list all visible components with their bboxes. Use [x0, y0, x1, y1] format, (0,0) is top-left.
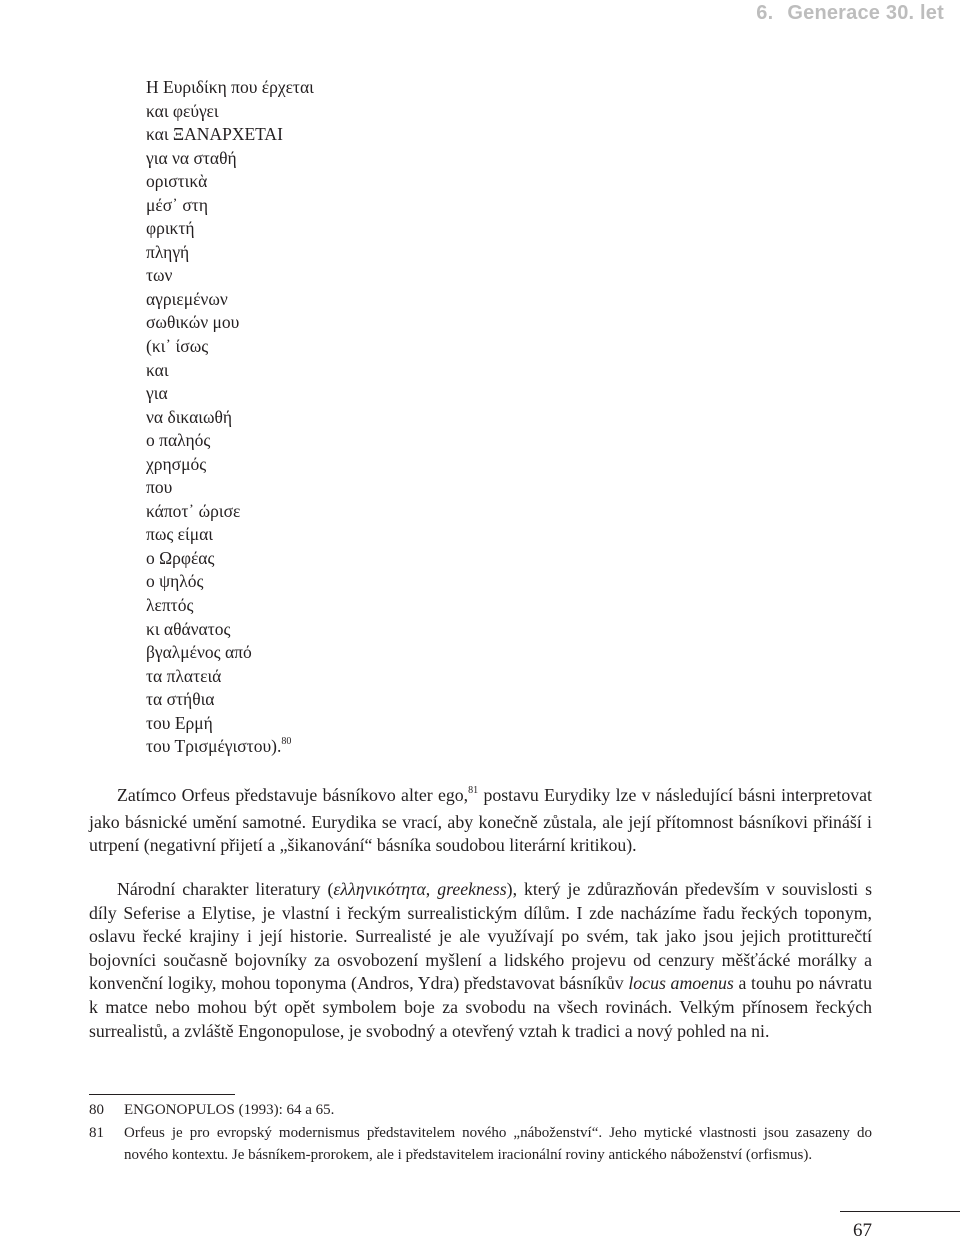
- greek-poem: [146, 76, 314, 759]
- footnote-text: Orfeus je pro evropský modernismus představitelem nového „náboženství“. Jeho mytické vlastnosti jsou zasazeny do nového kontextu. Je básníkem-prorokem, ale i představitelem iracionální roviny antického náboženství (orfismus).: [124, 1125, 872, 1163]
- chapter-title: Generace 30. let: [787, 2, 944, 24]
- paragraph-2-italic-greek: ελληνικότητα: [333, 879, 426, 899]
- poem-line: (κι᾽ ίσως: [146, 336, 209, 357]
- poem-line: μέσ᾽ στη: [146, 194, 208, 215]
- footnote-number: 80: [89, 1102, 104, 1118]
- poem-line: πως είμαι: [146, 524, 213, 545]
- poem-line: και: [146, 359, 169, 380]
- poem-line: ο παληός: [146, 430, 211, 451]
- paragraph-2: [89, 878, 872, 1043]
- poem-line: που: [146, 477, 173, 498]
- chapter-number: 6.: [756, 2, 774, 24]
- poem-line: χρησμός: [146, 453, 207, 474]
- paragraph-2-text-4: a touhu po návratu k matce nebo mohou být opět symbolem boje za svobodu na všech rovinách. Velkým přínosem řeckých surrealistů, a zvláště Engonopulose, je svobodný a otevřený vztah k tradici a nový pohled na ni.: [89, 973, 872, 1041]
- paragraph-2-italic-greekness: greekness: [437, 879, 507, 899]
- poem-line: πληγή: [146, 241, 190, 262]
- paragraph-2-text-2: ,: [425, 879, 438, 899]
- paragraph-1: [89, 784, 872, 858]
- poem-line: ο Ωρφέας: [146, 547, 215, 568]
- poem-line: τα στήθια: [146, 689, 215, 710]
- poem-line: του Ερμή: [146, 712, 213, 733]
- footnote-divider: [89, 1094, 235, 1095]
- poem-line: οριστικὰ: [146, 171, 208, 192]
- poem-line: και ΞΑΝΑΡΧΕΤΑΙ: [146, 124, 283, 145]
- poem-line: αγριεμένων: [146, 288, 228, 309]
- footnote-ref-81: 81: [468, 785, 479, 796]
- poem-line: φρικτή: [146, 218, 195, 239]
- poem-line: βγαλμένος από: [146, 642, 252, 663]
- poem-line: των: [146, 265, 173, 286]
- footnote-number: 81: [89, 1125, 104, 1141]
- poem-line: κι αθάνατος: [146, 618, 231, 639]
- poem-line-last: [146, 735, 314, 759]
- poem-line: σωθικών μου: [146, 312, 240, 333]
- footnote-text: ENGONOPULOS (1993): 64 a 65.: [124, 1102, 335, 1118]
- footnote-ref-80: 80: [281, 736, 292, 748]
- poem-line: Η Ευριδίκη που έρχεται: [146, 77, 314, 97]
- paragraph-2-text-1: Národní charakter literatury (: [117, 879, 334, 899]
- paragraph-2-italic-locus-amoenus: locus amoenus: [628, 973, 734, 994]
- poem-line: ο ψηλός: [146, 571, 204, 592]
- poem-line-text: του Τρισμέγιστου).: [146, 736, 282, 757]
- poem-line: για: [146, 383, 168, 404]
- poem-line: και φεύγει: [146, 100, 219, 121]
- page-number-rule: [840, 1211, 960, 1212]
- poem-line: λεπτός: [146, 595, 194, 616]
- poem-line: να δικαιωθή: [146, 406, 233, 427]
- running-header: [756, 2, 944, 25]
- footnote-80: [89, 1100, 872, 1122]
- poem-line: για να σταθή: [146, 147, 237, 168]
- poem-line: κάποτ᾽ ώρισε: [146, 500, 241, 521]
- page-number: 67: [853, 1220, 872, 1241]
- paragraph-2-text-3: ), který je zdůrazňován především v souvislosti s díly Seferise a Elytise, je vlastní i řeckým surrealistickým dílům. I zde nacházíme řadu řeckých toponym, oslavu řecké krajiny i její historie. Surrealisté je ale využívají po svém, tak jako jsou jejich protitturečtí bojovníci současně bojovníky za osvobození myšlení a lidského projevu od cenzury měšťácké morálky a konvenční logiky, mohou toponyma (Andros, Ydra) představovat básníkův: [89, 879, 873, 994]
- paragraph-1-part2: postavu Eurydiky lze v následující básni interpretovat jako básnické umění samotné. Eurydika se vrací, aby konečně zůstala, ale její přítomnost básníkovi přináší i utrpení (negativní přijetí a „šikanování“ básníka soudobou literární kritikou).: [89, 785, 872, 856]
- poem-line: τα πλατειά: [146, 665, 222, 686]
- paragraph-1-part1: Zatímco Orfeus představuje básníkovo alter ego,: [117, 785, 469, 805]
- footnote-81: [89, 1123, 872, 1166]
